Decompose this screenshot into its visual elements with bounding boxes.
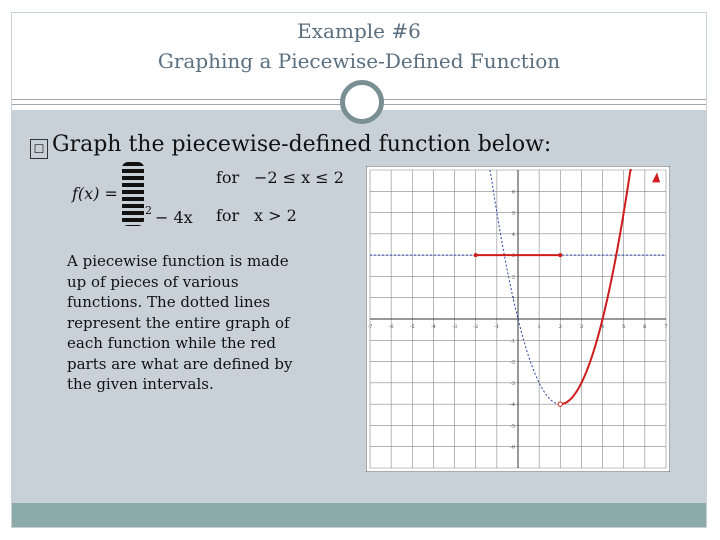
bullet-box-icon: ☐ [30,139,48,159]
y-tick-label: -2 [510,359,515,366]
x-tick-label: 3 [579,324,584,330]
x-tick-label: -1 [494,324,500,330]
x-tick-label: -3 [452,324,458,330]
formula-row2-for: for [216,206,240,225]
heading-text: Graph the piecewise-defined function below: [52,132,552,157]
slide-title-line1: Example #6 [297,19,421,43]
x-tick-label: 4 [600,324,605,330]
y-tick-label: -1 [510,338,515,345]
formula-row1-for: for [216,168,240,187]
piecewise-graph [366,166,670,472]
x-tick-label: -5 [409,324,415,330]
y-tick-label: 6 [511,189,515,196]
piecewise-formula [62,160,352,230]
endpoint-right [558,253,562,257]
left-brace-icon [122,162,144,226]
y-tick-label: 2 [511,274,515,281]
y-tick-label: -4 [510,402,515,409]
formula-row2-condition: x > 2 [254,206,297,225]
x-tick-label: -4 [430,324,436,330]
formula-row1-condition: −2 ≤ x ≤ 2 [254,168,344,187]
y-tick-label: 3 [511,253,515,260]
y-tick-label: 4 [511,231,515,238]
footer-bar [12,503,706,527]
y-tick-label: 5 [511,210,515,217]
x-tick-label: -2 [473,324,479,330]
y-tick-label: -6 [510,444,515,451]
ring-ornament-icon [340,80,384,124]
x-tick-label: -6 [388,324,394,330]
x-tick-label: -7 [367,324,373,330]
x-tick-label: 2 [558,324,562,330]
endpoint-left [474,253,478,257]
formula-row2-expr: − 4x [155,208,193,227]
x-tick-label: 5 [622,324,626,330]
x-tick-label: 1 [537,324,541,330]
y-tick-label: -3 [510,380,515,387]
formula-exponent: 2 [145,204,152,217]
open-endpoint [558,402,562,406]
x-tick-label: 6 [643,324,647,330]
x-tick-label: 7 [664,324,668,330]
description-text: A piecewise function is made up of pieces of various functions. The dotted lines represent the entire graph of each function while the red parts are what are defined by the given intervals. [67,252,293,393]
y-tick-label: 1 [511,295,515,302]
slide-title-line2: Graphing a Piecewise-Defined Function [157,49,561,73]
formula-lhs: f(x) = [72,184,118,203]
bullet-heading [30,132,551,159]
y-tick-label: -5 [510,423,515,430]
